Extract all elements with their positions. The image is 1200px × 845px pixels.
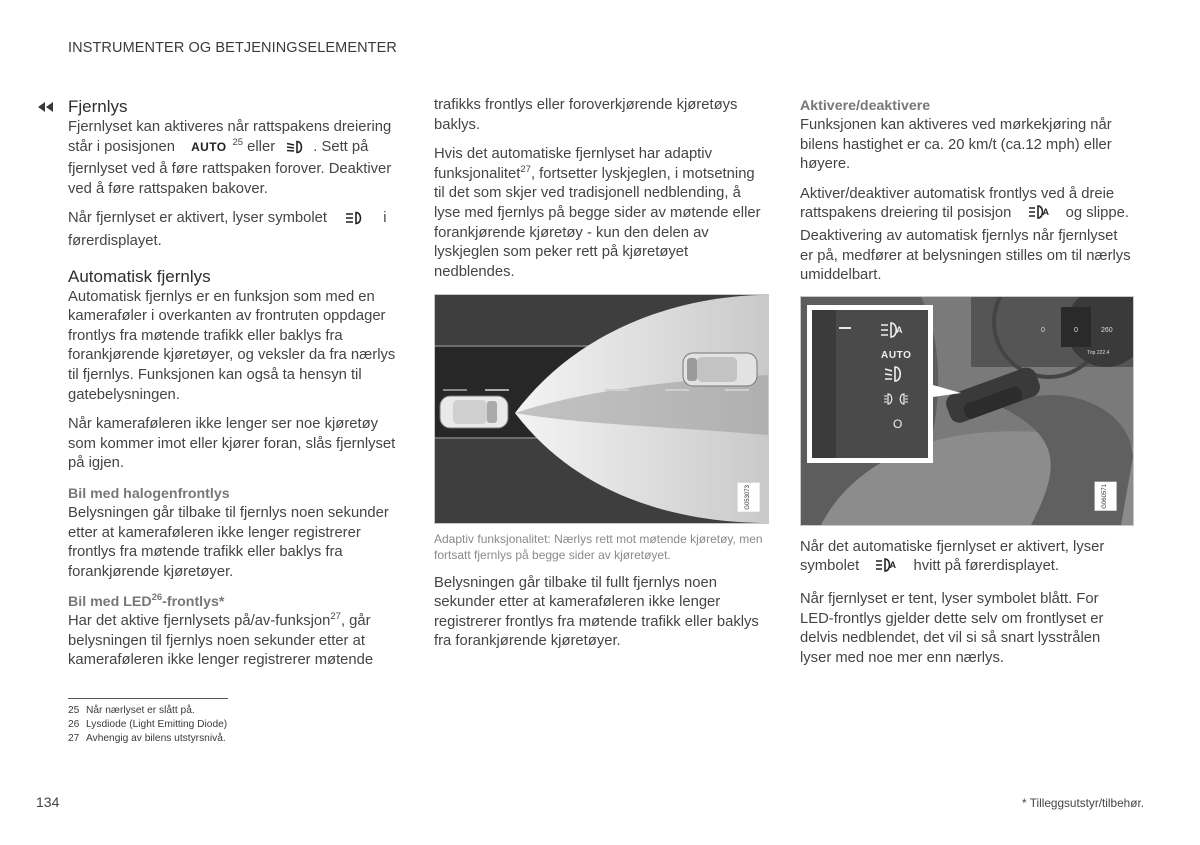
text: Hvis det automatiske fjernlyset har adaptiv funksjonalitet	[434, 146, 712, 182]
footnote-27	[68, 732, 227, 746]
parking-light-switch-icon	[884, 392, 908, 412]
text: Fjernlyset kan aktiveres når rattspakens dreiering står i posisjonen	[68, 119, 392, 155]
text: Når det automatiske fjernlyset er aktivert, lyser symbolet	[800, 538, 1105, 575]
footnote-text: Når nærlyset er slått på.	[86, 705, 195, 716]
auto-high-beam-switch-icon	[879, 321, 905, 346]
text: , går belysningen til fjernlys noen sekunder etter at kameraføleren ikke lenger registrerer møtende	[68, 613, 374, 669]
adaptive-beam-illustration	[434, 294, 769, 524]
column-left	[68, 96, 400, 671]
paragraph-automatisk-description: Automatisk fjernlys er en funksjon som med en kameraføler i overkanten av frontruten oppdager frontlys fra møtende trafikk eller baklys fra forankjørende kjøretøyer, og veksler da fra nærlys til fjernlys. Funksjonen kan også ta hensyn til gatebelysningen.	[68, 288, 396, 403]
gauge-right-zero: 0	[1074, 326, 1078, 334]
footnote-ref: 27	[330, 611, 341, 623]
text: i førerdisplayet.	[68, 210, 387, 249]
heading-led	[68, 592, 400, 612]
low-beam-switch-icon	[883, 365, 907, 390]
footnote-divider	[68, 698, 228, 699]
text: eller	[247, 138, 276, 155]
auto-high-beam-icon	[1028, 204, 1050, 227]
road-scene-image	[435, 295, 768, 523]
footnotes	[68, 704, 227, 747]
double-left-arrow-icon[interactable]	[36, 100, 56, 118]
footnote-number: 27	[68, 733, 80, 745]
footnote-ref: 26	[151, 592, 163, 604]
footnote-25	[68, 704, 227, 718]
heading-automatisk-fjernlys: Automatisk fjernlys	[68, 266, 211, 286]
svg-text:A: A	[889, 560, 897, 571]
text: Når fjernlyset er aktivert, lyser symbolet	[68, 210, 328, 227]
column-right	[800, 96, 1134, 678]
page-header: INSTRUMENTER OG BETJENINGSELEMENTER	[68, 40, 397, 56]
footnote-number: 25	[68, 705, 80, 716]
footer-note: * Tilleggsutstyr/tilbehør.	[1022, 796, 1144, 810]
light-switch-illustration	[800, 296, 1134, 526]
paragraph-led	[68, 612, 400, 671]
heading-halogen: Bil med halogenfrontlys	[68, 485, 230, 502]
paragraph-continued: trafikks frontlys eller foroverkjørende kjøretøys baklys.	[434, 97, 738, 133]
figure-code: G053073	[738, 483, 760, 512]
text: Bil med LED	[68, 594, 152, 611]
footnote-text: Avhengig av bilens utstyrsnivå.	[86, 733, 226, 745]
text: -frontlys*	[162, 594, 225, 611]
paragraph-auto-symbol	[800, 538, 1134, 580]
paragraph-automatisk-return: Når kameraføleren ikke lenger ser noe kjøretøy som kommer imot eller kjører foran, slås fjernlyset på igjen.	[68, 416, 396, 472]
paragraph-full-beam-return: Belysningen går tilbake til fullt fjernlys noen sekunder etter at kameraføleren ikke lenger registrerer frontlys fra møtende trafikk eller baklys fra forankjørende kjøretøyer.	[434, 574, 759, 650]
paragraph-fjernlys-symbol	[68, 209, 400, 251]
heading-aktivere: Aktivere/deaktivere	[800, 98, 931, 114]
footnote-26	[68, 718, 227, 732]
text: og slippe. Deaktivering av automatisk fjernlys når fjernlyset er på, medfører at belysningen stilles om til nærlys umiddelbart.	[800, 205, 1131, 284]
footnote-text: Lysdiode (Light Emitting Diode)	[86, 719, 228, 731]
high-beam-icon	[345, 211, 365, 232]
text: Aktiver/deaktiver automatisk frontlys ved å dreie rattspakens dreiering til posisjon	[800, 185, 1115, 222]
figure-caption: Adaptiv funksjonalitet: Nærlys rett mot møtende kjøretøy, men fortsatt fjernlys på begge sider av kjøretøyet.	[434, 532, 763, 562]
footnote-ref: 25	[232, 136, 244, 148]
low-beam-icon	[286, 140, 306, 161]
column-middle	[434, 96, 768, 662]
text: , fortsetter lyskjeglen, i motsetning til det som skjer ved tradisjonell nedblending, å lyse med fjernlys på begge sider av møtende eller forankjørende kjøretøy - kun den delen av lyskjeglen som peker rett på kjøretøyet nedblendes.	[434, 165, 761, 280]
page-number: 134	[36, 794, 60, 810]
paragraph-blue-symbol: Når fjernlyset er tent, lyser symbolet blått. For LED-frontlys gjelder dette selv om frontlyset er delvis nedblendet, det vil si så snart lysstrålen lyser med noe mer enn nærlys.	[800, 590, 1104, 666]
trip-readout: Trip 222.4	[1087, 349, 1110, 356]
paragraph-adaptive	[434, 145, 768, 282]
switch-off-label: O	[893, 416, 903, 431]
paragraph-activation-speed: Funksjonen kan aktiveres ved mørkekjøring når bilens hastighet er ca. 20 km/t (ca.12 mph) eller høyere.	[800, 117, 1112, 173]
gauge-right-260: 260	[1101, 326, 1113, 334]
svg-text:A: A	[896, 324, 903, 335]
footnote-ref: 27	[520, 163, 531, 175]
dashboard-image	[801, 297, 1133, 525]
figure-code: G060571	[1095, 482, 1117, 511]
svg-text:A: A	[1042, 207, 1049, 218]
paragraph-halogen: Belysningen går tilbake til fjernlys noen sekunder etter at kameraføleren ikke lenger registrerer frontlys fra møtende trafikk eller baklys fra forankjørende kjøretøyer.	[68, 504, 389, 580]
oncoming-car	[683, 353, 757, 386]
footnote-number: 26	[68, 719, 80, 731]
auto-symbol: AUTO	[191, 139, 227, 154]
text: hvitt på førerdisplayet.	[913, 558, 1060, 575]
paragraph-fjernlys-activation	[68, 118, 400, 199]
switch-auto-label: AUTO	[881, 349, 912, 361]
text: . Sett på fjernlyset ved å føre rattspaken forover. Deaktiver ved å føre rattspaken bakover.	[68, 138, 392, 197]
heading-fjernlys: Fjernlys	[68, 97, 128, 116]
paragraph-activate-deactivate	[800, 185, 1134, 286]
auto-high-beam-icon	[875, 557, 897, 580]
text: Har det aktive fjernlysets på/av-funksjon	[68, 613, 331, 630]
gauge-left-zero: 0	[1041, 326, 1045, 334]
own-car	[440, 396, 508, 428]
